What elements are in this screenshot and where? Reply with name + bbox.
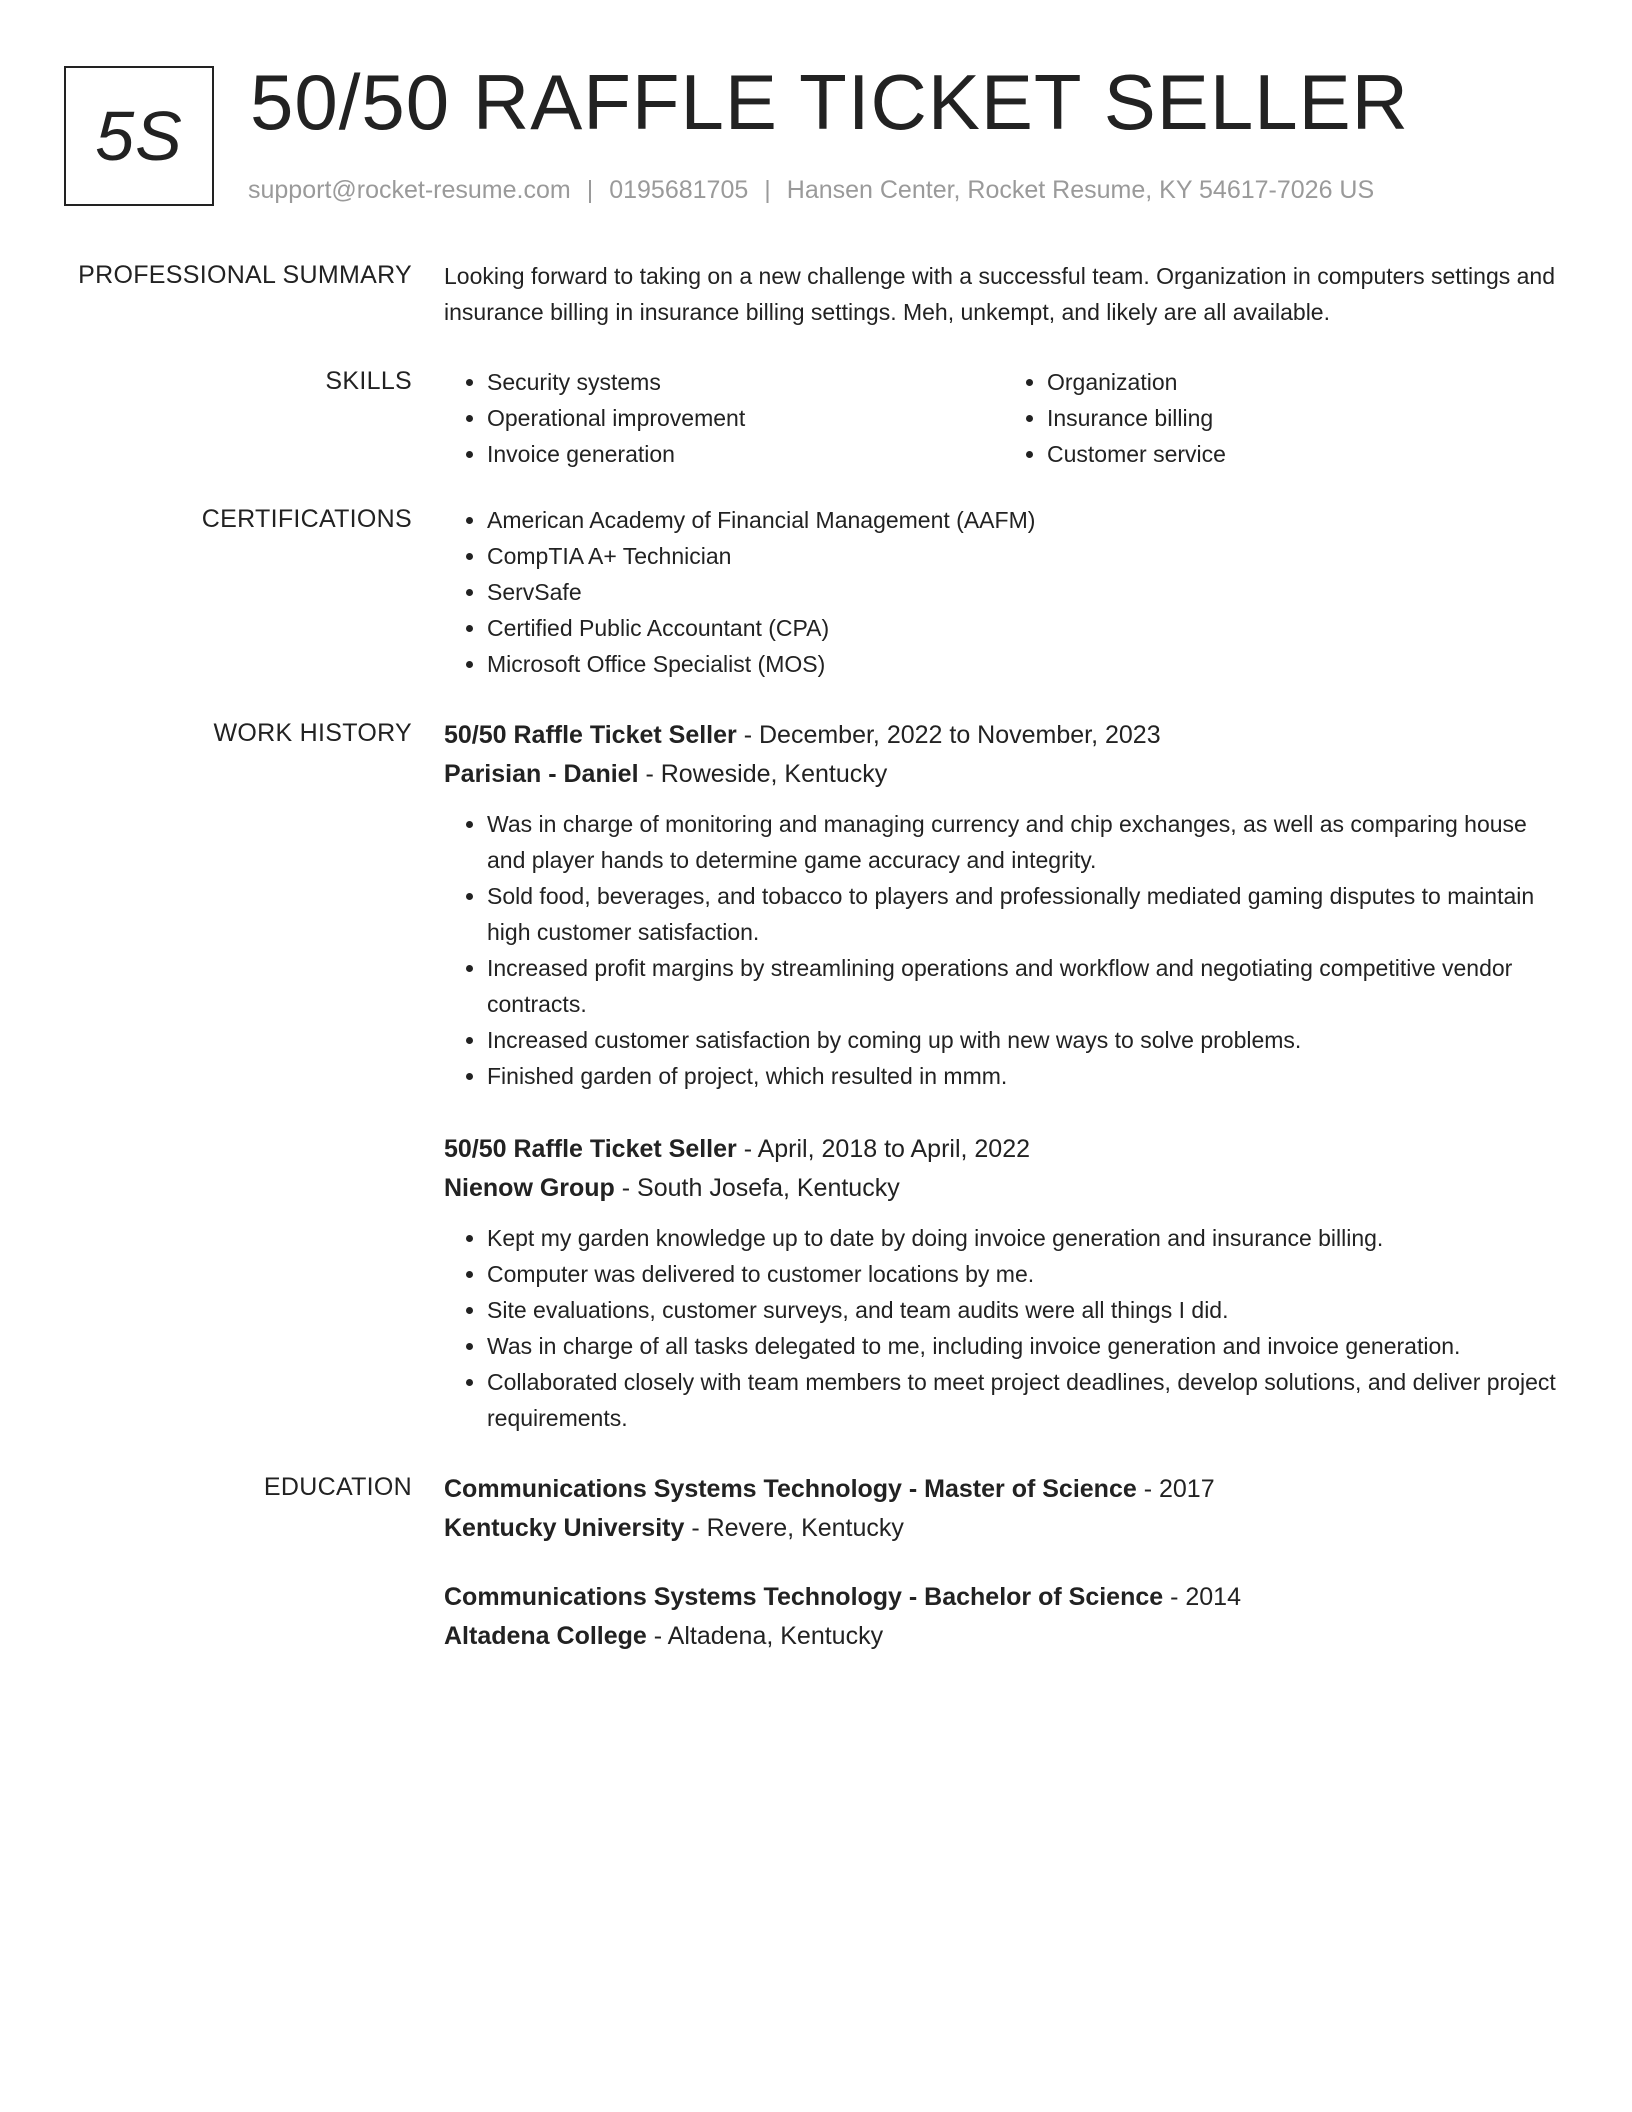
job-bullet: • Was in charge of monitoring and managing currency and chip exchanges, as well as comparing house and player hands to determine game accuracy and integrity. — [487, 806, 1564, 878]
resume-content — [0, 258, 1632, 1656]
education-location: - Revere, Kentucky — [684, 1514, 904, 1542]
resume-title: 50/50 RAFFLE TICKET SELLER — [250, 58, 1409, 146]
job-title: 50/50 Raffle Ticket Seller — [444, 1135, 737, 1163]
education-degree-line — [444, 1578, 1564, 1617]
job-location: - Roweside, Kentucky — [638, 760, 888, 788]
skills-list-left — [444, 364, 1004, 472]
contact-email: support@rocket-resume.com — [248, 176, 571, 204]
job-entry — [444, 1130, 1564, 1436]
skill-item: • Organization — [1047, 364, 1564, 400]
skills-section — [0, 364, 1632, 472]
job-company-line — [444, 755, 1564, 794]
skill-item: • Insurance billing — [1047, 400, 1564, 436]
education-school: Kentucky University — [444, 1514, 685, 1542]
section-label-summary: PROFESSIONAL SUMMARY — [78, 261, 412, 289]
job-bullet: • Collaborated closely with team members to meet project deadlines, develop solutions, and deliver project requirements. — [487, 1364, 1564, 1436]
skill-item: • Operational improvement — [487, 400, 1004, 436]
skill-item: • Customer service — [1047, 436, 1564, 472]
job-bullet: • Sold food, beverages, and tobacco to players and professionally mediated gaming disputes to maintain high customer satisfaction. — [487, 878, 1564, 950]
education-body — [444, 1470, 1564, 1656]
job-title-line — [444, 1130, 1564, 1169]
skill-item: • Invoice generation — [487, 436, 1004, 472]
section-label-work-history: WORK HISTORY — [213, 719, 412, 747]
certification-item: • Microsoft Office Specialist (MOS) — [487, 646, 1564, 682]
education-section — [0, 1470, 1632, 1656]
contact-separator: | — [764, 176, 771, 204]
certification-item: • American Academy of Financial Management (AAFM) — [487, 502, 1564, 538]
job-dates: - April, 2018 to April, 2022 — [736, 1135, 1031, 1163]
job-bullet: • Site evaluations, customer surveys, and team audits were all things I did. — [487, 1292, 1564, 1328]
section-label-skills: SKILLS — [325, 367, 412, 395]
certifications-list — [444, 502, 1564, 682]
contact-line — [248, 174, 1374, 206]
contact-phone: 0195681705 — [609, 176, 749, 204]
education-location: - Altadena, Kentucky — [646, 1622, 884, 1650]
section-label-certifications: CERTIFICATIONS — [201, 505, 412, 533]
certification-item: • ServSafe — [487, 574, 1564, 610]
contact-address: Hansen Center, Rocket Resume, KY 54617-7026 US — [786, 176, 1375, 204]
education-entry — [444, 1470, 1564, 1548]
education-degree-line — [444, 1470, 1564, 1509]
education-school: Altadena College — [444, 1622, 647, 1650]
job-bullet: • Finished garden of project, which resulted in mmm. — [487, 1058, 1564, 1094]
job-location: - South Josefa, Kentucky — [614, 1174, 900, 1202]
work-history-section — [0, 716, 1632, 1436]
job-company-line — [444, 1169, 1564, 1208]
monogram-logo: 5S — [64, 66, 214, 206]
job-bullet: • Increased profit margins by streamlining operations and workflow and negotiating competitive vendor contracts. — [487, 950, 1564, 1022]
job-bullets — [444, 1220, 1564, 1436]
work-history-body — [444, 716, 1564, 1436]
job-bullet: • Increased customer satisfaction by coming up with new ways to solve problems. — [487, 1022, 1564, 1058]
job-bullets — [444, 806, 1564, 1094]
job-bullet: • Was in charge of all tasks delegated to me, including invoice generation and invoice generation. — [487, 1328, 1564, 1364]
skills-grid — [444, 364, 1564, 472]
job-dates: - December, 2022 to November, 2023 — [736, 721, 1161, 749]
education-entry — [444, 1578, 1564, 1656]
job-title: 50/50 Raffle Ticket Seller — [444, 721, 737, 749]
job-bullet: • Computer was delivered to customer locations by me. — [487, 1256, 1564, 1292]
job-company: Parisian - Daniel — [444, 760, 639, 788]
certification-item: • Certified Public Accountant (CPA) — [487, 610, 1564, 646]
education-school-line — [444, 1617, 1564, 1656]
skill-item: • Security systems — [487, 364, 1004, 400]
education-degree: Communications Systems Technology - Bachelor of Science — [444, 1583, 1164, 1611]
summary-text: Looking forward to taking on a new challenge with a successful team. Organization in computers settings and insurance billing in insurance billing settings. Meh, unkempt, and likely are all available. — [444, 263, 1556, 325]
education-school-line — [444, 1509, 1564, 1548]
certifications-section — [0, 502, 1632, 682]
job-bullet: • Kept my garden knowledge up to date by doing invoice generation and insurance billing. — [487, 1220, 1564, 1256]
job-title-line — [444, 716, 1564, 755]
section-label-education: EDUCATION — [263, 1473, 412, 1501]
contact-separator: | — [586, 176, 594, 204]
education-year: - 2014 — [1163, 1583, 1241, 1611]
summary-section — [0, 258, 1632, 330]
job-company: Nienow Group — [444, 1174, 615, 1202]
education-year: - 2017 — [1136, 1475, 1215, 1503]
skills-list-right — [1004, 364, 1564, 472]
job-entry — [444, 716, 1564, 1094]
certification-item: • CompTIA A+ Technician — [487, 538, 1564, 574]
certifications-body — [444, 502, 1564, 682]
education-degree: Communications Systems Technology - Master of Science — [444, 1475, 1137, 1503]
